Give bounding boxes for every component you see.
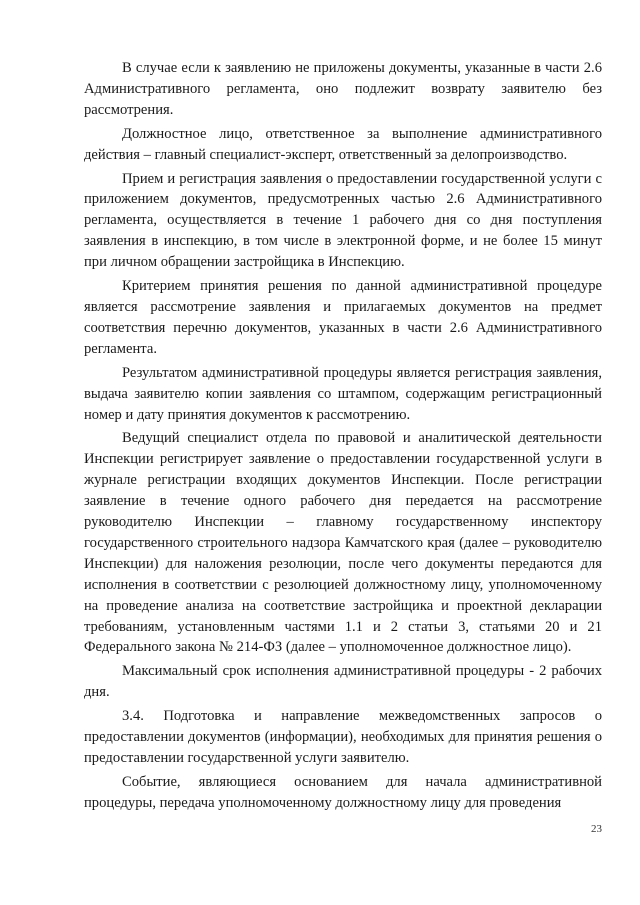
document-body — [84, 58, 602, 817]
paragraph: Результатом административной процедуры является регистрация заявления, выдача заявителю копии заявления со штампом, содержащим регистрационный номер и дату принятия документов к рассмотрению. — [84, 364, 602, 423]
paragraph: Ведущий специалист отдела по правовой и аналитической деятельности Инспекции регистрирует заявление о предоставлении государственной услуги в журнале регистрации входящих документов Инспекции. После регистрации заявление в течение одного рабочего дня передается на рассмотрение руководителю Инспекции – главному государственному инспектору государственного строительного надзора Камчатского края (далее – руководителю Инспекции) для наложения резолюции, после чего документы передаются для исполнения в соответствии с резолюцией должностному лицу, уполномоченному на проведение анализа на соответствие застройщика и проектной декларации требованиям, установленным частями 1.1 и 2 статьи 3, статьями 20 и 21 Федерального закона № 214-ФЗ (далее – уполномоченное должностное лицо). — [84, 430, 602, 656]
page-number: 23 — [591, 823, 602, 835]
paragraph: В случае если к заявлению не приложены документы, указанные в части 2.6 Административного регламента, оно подлежит возврату заявителю без рассмотрения. — [84, 60, 602, 118]
paragraph-section-3-4: 3.4. Подготовка и направление межведомственных запросов о предоставлении документов (информации), необходимых для принятия решения о предоставлении государственной услуги заявителю. — [84, 708, 602, 766]
paragraph: Прием и регистрация заявления о предоставлении государственной услуги с приложением документов, предусмотренных частью 2.6 Административного регламента, осуществляется в течение 1 рабочего дня со дня поступления заявления в инспекцию, в том числе в электронной форме, и не более 15 минут при личном обращении застройщика в Инспекцию. — [84, 170, 602, 271]
paragraph: Критерием принятия решения по данной административной процедуре является рассмотрение заявления и прилагаемых документов на предмет соответствия перечню документов, указанных в части 2.6 Административного регламента. — [84, 278, 602, 357]
paragraph: Должностное лицо, ответственное за выполнение административного действия – главный специалист-эксперт, ответственный за делопроизводство. — [84, 125, 602, 163]
paragraph: Максимальный срок исполнения административной процедуры - 2 рабочих дня. — [84, 663, 602, 701]
paragraph: Событие, являющиеся основанием для начала административной процедуры, передача уполномоченному должностному лицу для проведения — [84, 773, 602, 811]
